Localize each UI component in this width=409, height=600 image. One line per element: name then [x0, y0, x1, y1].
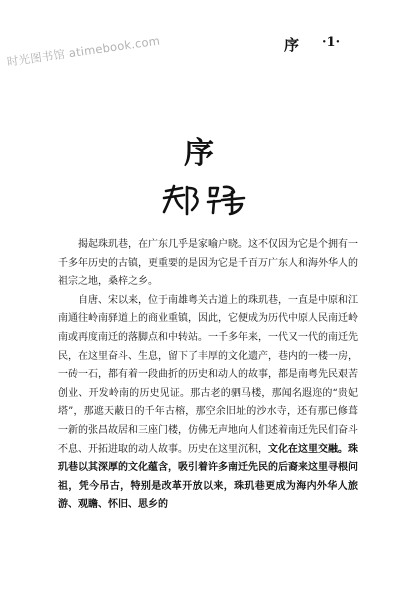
- section-title: 序: [184, 136, 214, 171]
- watermark-text: 时光图书馆 atimebook.com: [6, 33, 161, 69]
- preface-body: [58, 236, 358, 515]
- signature-handwriting: [160, 182, 250, 218]
- paragraph-1: 揭起珠玑巷，在广东几乎是家喻户晓。这不仅因为它是个拥有一千多年历史的古镇，更重要的是因为它是千百万广东人和海外华人的祖宗之地，桑梓之乡。: [58, 239, 358, 288]
- paragraph-2: [58, 292, 358, 515]
- page-number: ·1·: [322, 35, 341, 50]
- paragraph-2-bold-text: 文化在这里交融。珠玑巷以其深厚的文化蕴含，吸引着许多南迁先民的后裔来这里寻根问祖，凭今吊古，特别是改革开放以来，珠玑巷更成为海内外华人旅游、观瞻、怀旧、思乡的: [58, 443, 358, 511]
- author-signature: [160, 182, 250, 222]
- running-header-title: 序: [284, 36, 304, 54]
- paragraph-2-text: 自唐、宋以来，位于南雄粤关古道上的珠玑巷，一直是中原和江南通往岭南驿道上的商业重镇，因此，它便成为历代中原人民南迁岭南或再度南迁的落脚点和中转站。一千多年来，一代又一代的南迁先民，在这里奋斗、生息，留下了丰厚的文化遗产，巷内的一楼一房，一砖一石，都有着一段曲折的历史和动人的故事，都是南粤先民艰苦创业、开发岭南的历史见证。那古老的驷马楼，那闻名遐迩的“贵妃塔”，那遮天蔽日的千年古榕，那空余旧址的沙水寺，还有那已修葺一新的张昌故居和三座门楼，仿佛无声地向人们述着南迁先民们奋斗不息、开拓进取的动人故事。历史在这里沉积，: [58, 294, 358, 455]
